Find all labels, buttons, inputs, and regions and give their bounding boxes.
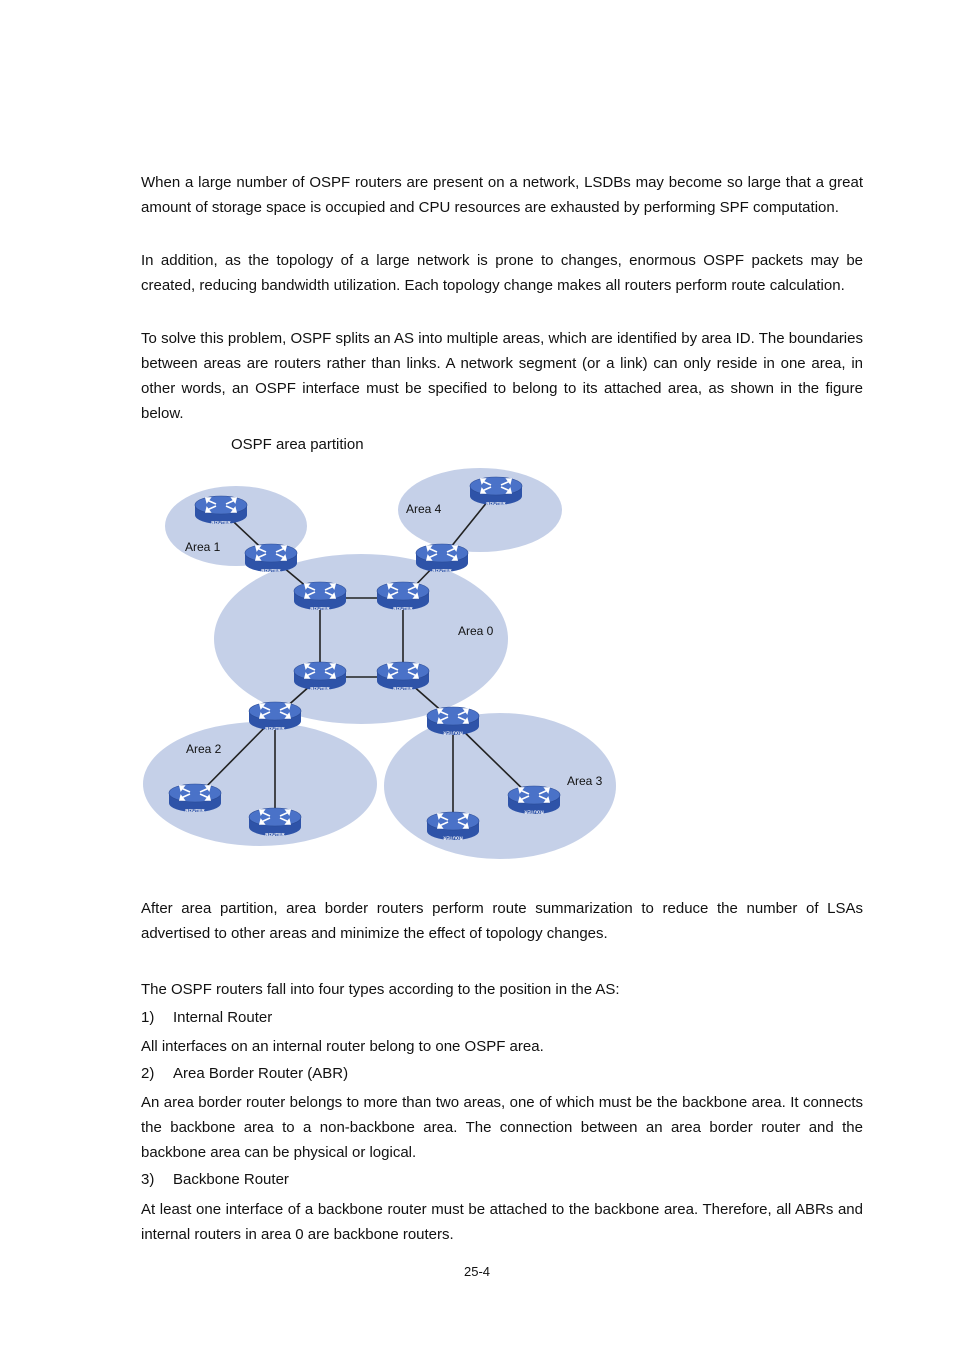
svg-text:ROUTER: ROUTER <box>432 568 452 573</box>
router-area4-internal <box>470 477 522 506</box>
router-area4-abr <box>416 544 468 573</box>
paragraph-abr: An area border router belongs to more than two areas, one of which must be the backbone area. It connects the backbone area to a non-backbone area. The connection between an area border router and the backbone area can be physical or logical. <box>141 1094 863 1161</box>
svg-text:ROUTER: ROUTER <box>310 686 330 691</box>
router-area3-internal-bottom <box>427 812 479 841</box>
paragraph-topology-changes: In addition, as the topology of a large network is prone to changes, enormous OSPF packets may be created, reducing bandwidth utilization. Each topology change makes all routers perform route calculation. <box>141 252 863 294</box>
svg-text:ROUTER: ROUTER <box>443 835 463 841</box>
figure-caption: OSPF area partition <box>231 436 364 453</box>
svg-text:ROUTER: ROUTER <box>393 686 413 691</box>
area-0-region <box>214 554 508 724</box>
svg-text:ROUTER: ROUTER <box>211 520 231 525</box>
router-backbone-top-right <box>377 582 429 611</box>
list-label: Backbone Router <box>173 1171 289 1188</box>
list-number: 2) <box>141 1065 155 1082</box>
area-2-label: Area 2 <box>186 742 222 756</box>
router-area1-abr <box>245 544 297 573</box>
list-item-backbone-router <box>141 1169 289 1191</box>
paragraph-lsdb-size: When a large number of OSPF routers are present on a network, LSDBs may become so large that a great amount of storage space is occupied and CPU resources are exhausted by performing SPF computation. <box>141 174 863 216</box>
svg-text:ROUTER: ROUTER <box>310 606 330 611</box>
list-item-internal-router <box>141 1007 272 1029</box>
router-area1-internal <box>195 496 247 525</box>
area-4-label: Area 4 <box>406 502 442 516</box>
list-label: Internal Router <box>173 1009 273 1026</box>
svg-text:ROUTER: ROUTER <box>443 730 463 736</box>
list-number: 1) <box>141 1009 155 1026</box>
router-area2-internal-left <box>169 784 221 813</box>
area-1-label: Area 1 <box>185 540 221 554</box>
paragraph-internal-router: All interfaces on an internal router belong to one OSPF area. <box>141 1038 544 1055</box>
svg-text:ROUTER: ROUTER <box>393 606 413 611</box>
list-label: Area Border Router (ABR) <box>173 1065 349 1082</box>
ospf-area-diagram <box>0 460 954 870</box>
area-0-label: Area 0 <box>458 624 494 638</box>
area-3-label: Area 3 <box>567 774 603 788</box>
svg-text:ROUTER: ROUTER <box>265 832 285 837</box>
router-area2-abr <box>249 702 301 731</box>
svg-text:ROUTER: ROUTER <box>261 568 281 573</box>
page-number: 25-4 <box>463 1264 491 1279</box>
svg-text:ROUTER: ROUTER <box>185 808 205 813</box>
paragraph-route-summarization: After area partition, area border routers perform route summarization to reduce the number of LSAs advertised to other areas and minimize the effect of topology changes. <box>141 900 863 942</box>
svg-text:ROUTER: ROUTER <box>486 501 506 506</box>
svg-text:ROUTER: ROUTER <box>524 809 544 815</box>
router-backbone-bottom-right <box>377 662 429 691</box>
list-number: 3) <box>141 1171 155 1188</box>
router-backbone-top-left <box>294 582 346 611</box>
paragraph-backbone-router: At least one interface of a backbone router must be attached to the backbone area. Therefore, all ABRs and internal routers in area 0 are backbone routers. <box>141 1201 863 1243</box>
router-area2-internal-bottom <box>249 808 301 837</box>
paragraph-area-split: To solve this problem, OSPF splits an AS into multiple areas, which are identified by area ID. The boundaries between areas are routers rather than links. A network segment (or a link) can only reside in one area, in other words, an OSPF interface must be specified to belong to its attached area, as shown in the figure below. <box>141 330 863 422</box>
list-item-abr <box>141 1063 348 1085</box>
router-backbone-bottom-left <box>294 662 346 691</box>
svg-text:ROUTER: ROUTER <box>265 726 285 731</box>
paragraph-router-types-intro: The OSPF routers fall into four types according to the position in the AS: <box>141 981 620 998</box>
router-area3-internal-right <box>508 786 560 815</box>
router-area3-abr <box>427 707 479 736</box>
